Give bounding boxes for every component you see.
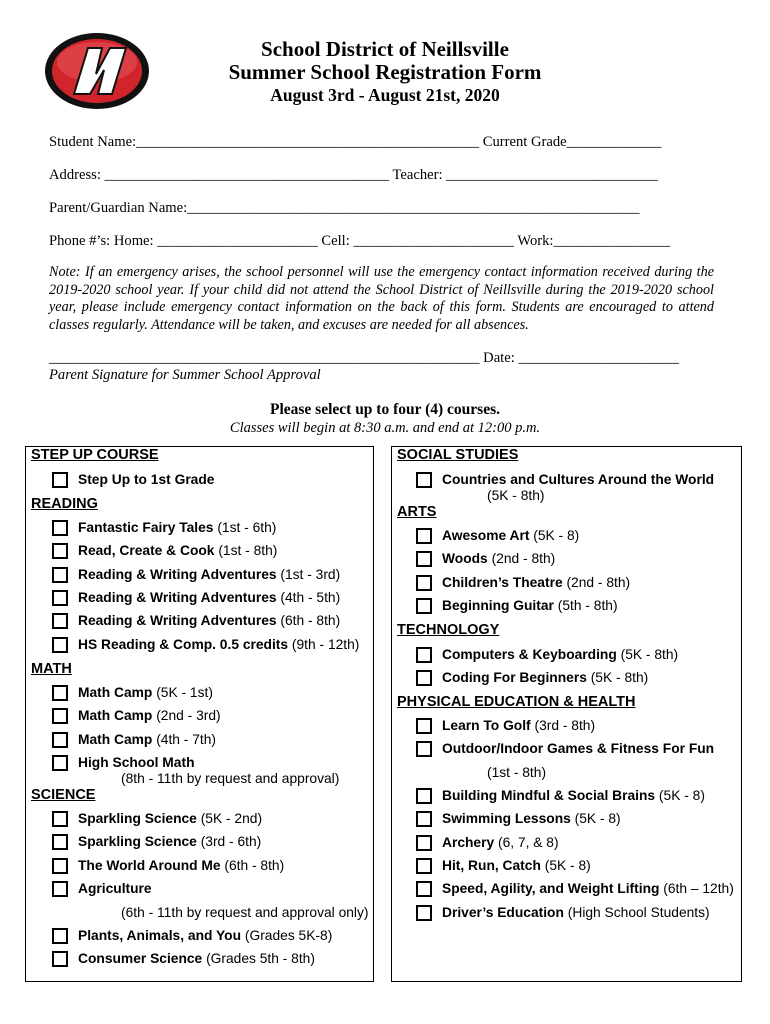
- course-checkbox[interactable]: [52, 613, 68, 629]
- section-math: MATH: [31, 661, 72, 677]
- course-label: Consumer Science (Grades 5th - 8th): [78, 951, 315, 967]
- course-label: Coding For Beginners (5K - 8th): [442, 670, 649, 686]
- course-checkbox[interactable]: [52, 520, 68, 536]
- course-checkbox[interactable]: [52, 834, 68, 850]
- course-checkbox[interactable]: [416, 551, 432, 567]
- course-label: Countries and Cultures Around the World: [442, 472, 715, 487]
- course-label: Agriculture: [78, 880, 152, 896]
- course-label: Sparkling Science (5K - 2nd): [78, 811, 263, 826]
- course-checkbox[interactable]: [416, 528, 432, 544]
- course-label: Swimming Lessons (5K - 8): [442, 811, 621, 827]
- course-label: Read, Create & Cook (1st - 8th): [78, 543, 278, 559]
- guardian-name-field[interactable]: Parent/Guardian Name:______________________________________________________________: [49, 200, 640, 216]
- course-label: Hit, Run, Catch (5K - 8): [442, 857, 591, 873]
- course-checkbox[interactable]: [416, 472, 432, 488]
- course-label: Math Camp (5K - 1st): [78, 685, 213, 700]
- course-label: Beginning Guitar (5th - 8th): [442, 597, 618, 613]
- course-label: Computers & Keyboarding (5K - 8th): [442, 647, 679, 662]
- form-title: Summer School Registration Form: [228, 60, 542, 84]
- course-label: Woods (2nd - 8th): [442, 551, 556, 567]
- course-label: HS Reading & Comp. 0.5 credits (9th - 12th): [78, 636, 360, 652]
- course-label: Step Up to 1st Grade: [78, 472, 215, 487]
- section-step-up: STEP UP COURSE: [31, 447, 159, 463]
- course-checkbox[interactable]: [52, 472, 68, 488]
- pe-note: (1st - 8th): [487, 765, 547, 780]
- signature-caption: Parent Signature for Summer School Approval: [49, 367, 321, 383]
- course-label: Awesome Art (5K - 8): [442, 528, 580, 543]
- course-checkbox[interactable]: [416, 718, 432, 734]
- course-checkbox[interactable]: [416, 835, 432, 851]
- course-checkbox[interactable]: [52, 858, 68, 874]
- course-label: Plants, Animals, and You (Grades 5K-8): [78, 928, 333, 943]
- course-checkbox[interactable]: [52, 637, 68, 653]
- course-label: Math Camp (4th - 7th): [78, 731, 217, 747]
- course-label: Learn To Golf (3rd - 8th): [442, 718, 596, 733]
- course-checkbox[interactable]: [52, 732, 68, 748]
- course-label: High School Math: [78, 754, 195, 770]
- course-label: Reading & Writing Adventures (6th - 8th): [78, 613, 341, 629]
- student-name-field[interactable]: Student Name:_______________________________________________ Current Grade_____________: [49, 134, 662, 150]
- course-checkbox[interactable]: [416, 881, 432, 897]
- course-checkbox[interactable]: [416, 670, 432, 686]
- course-checkbox[interactable]: [52, 708, 68, 724]
- course-label: Reading & Writing Adventures (1st - 3rd): [78, 566, 341, 582]
- course-label: The World Around Me (6th - 8th): [78, 857, 285, 873]
- course-label: Driver’s Education (High School Students): [442, 904, 710, 920]
- social-note: (5K - 8th): [487, 488, 545, 503]
- course-checkbox[interactable]: [52, 685, 68, 701]
- course-checkbox[interactable]: [52, 755, 68, 771]
- course-checkbox[interactable]: [52, 951, 68, 967]
- phone-field[interactable]: Phone #’s: Home: ______________________ Cell: ______________________ Work:________________: [49, 233, 671, 249]
- course-checkbox[interactable]: [416, 858, 432, 874]
- course-label: Math Camp (2nd - 3rd): [78, 708, 221, 724]
- section-arts: ARTS: [397, 504, 437, 520]
- section-social-studies: SOCIAL STUDIES: [397, 447, 519, 463]
- address-field[interactable]: Address: _______________________________________ Teacher: _____________________________: [49, 167, 658, 183]
- course-checkbox[interactable]: [52, 811, 68, 827]
- course-checkbox[interactable]: [416, 905, 432, 921]
- course-label: Reading & Writing Adventures (4th - 5th): [78, 589, 341, 605]
- select-instructions: Please select up to four (4) courses.: [269, 401, 500, 418]
- course-checkbox[interactable]: [52, 928, 68, 944]
- section-physical-education: PHYSICAL EDUCATION & HEALTH: [397, 694, 636, 710]
- course-checkbox[interactable]: [416, 811, 432, 827]
- course-checkbox[interactable]: [52, 567, 68, 583]
- course-checkbox[interactable]: [416, 647, 432, 663]
- emergency-note: Note: If an emergency arises, the school personnel will use the emergency contact information received during the 2019-2020 school year. If your child did not attend the School District of Neillsville during the 2019-2020 school year, please include emergency contact information on the back of this form. Students are encouraged to attend classes regularly. Attendance will be taken, and excuses are needed for all absences.: [49, 264, 714, 333]
- course-label: Children’s Theatre (2nd - 8th): [442, 574, 631, 590]
- section-science: SCIENCE: [31, 787, 96, 803]
- agriculture-note: (6th - 11th by request and approval only): [121, 905, 369, 920]
- section-reading: READING: [31, 496, 98, 512]
- course-checkbox[interactable]: [416, 598, 432, 614]
- course-checkbox[interactable]: [52, 881, 68, 897]
- course-label: Fantastic Fairy Tales (1st - 6th): [78, 520, 277, 535]
- course-label: Speed, Agility, and Weight Lifting (6th – 12th): [442, 881, 734, 897]
- course-checkbox[interactable]: [416, 788, 432, 804]
- course-checkbox[interactable]: [52, 590, 68, 606]
- course-checkbox[interactable]: [52, 543, 68, 559]
- course-checkbox[interactable]: [416, 575, 432, 591]
- section-technology: TECHNOLOGY: [397, 622, 500, 638]
- class-times: Classes will begin at 8:30 a.m. and end at 12:00 p.m.: [229, 420, 541, 436]
- course-label: Building Mindful & Social Brains (5K - 8): [442, 788, 705, 803]
- signature-line[interactable]: ___________________________________________________________ Date: ______________________: [49, 350, 679, 366]
- district-title: School District of Neillsville: [261, 37, 509, 61]
- course-label: Archery (6, 7, & 8): [442, 834, 559, 850]
- course-label: Sparkling Science (3rd - 6th): [78, 834, 262, 850]
- program-dates: August 3rd - August 21st, 2020: [270, 85, 500, 105]
- course-label: Outdoor/Indoor Games & Fitness For Fun: [442, 741, 715, 757]
- math-note: (8th - 11th by request and approval): [121, 771, 340, 786]
- course-checkbox[interactable]: [416, 741, 432, 757]
